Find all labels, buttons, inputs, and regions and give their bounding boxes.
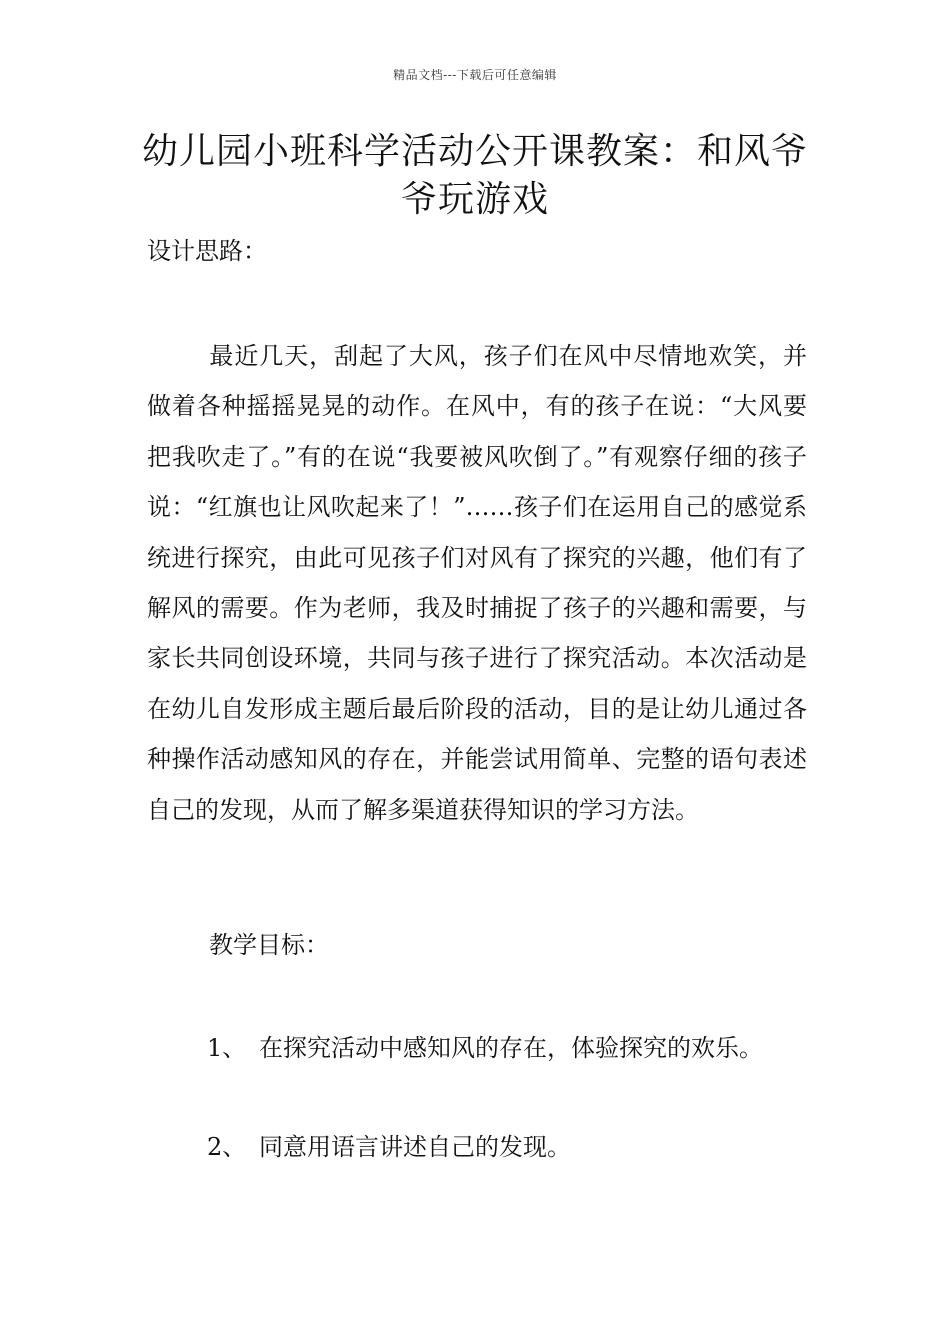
goal-item xyxy=(207,1030,763,1066)
goal-number: 2、 xyxy=(207,1133,247,1161)
goal-text: 同意用语言讲述自己的发现。 xyxy=(259,1133,571,1161)
header-note: 精品文档---下载后可任意编辑 xyxy=(393,68,557,82)
design-section-label: 设计思路： xyxy=(147,237,267,265)
goal-text: 在探究活动中感知风的存在，体验探究的欢乐。 xyxy=(259,1034,763,1062)
goal-item xyxy=(207,1129,571,1165)
design-paragraph: 最近几天，刮起了大风，孩子们在风中尽情地欢笑，并做着各种摇摇晃晃的动作。在风中，有的孩子在说：“大风要把我吹走了。”有的在说“我要被风吹倒了。”有观察仔细的孩子说：“红旗也让风吹起来了！”……孩子们在运用自己的感觉系统进行探究，由此可见孩子们对风有了探究的兴趣，他们有了解风的需要。作为老师，我及时捕捉了孩子的兴趣和需要，与家长共同创设环境，共同与孩子进行了探究活动。本次活动是在幼儿自发形成主题后最后阶段的活动，目的是让幼儿通过各种操作活动感知风的存在，并能尝试用简单、完整的语句表述自己的发现，从而了解多渠道获得知识的学习方法。 xyxy=(147,342,807,824)
goal-number: 1、 xyxy=(207,1034,247,1062)
document-title: 幼儿园小班科学活动公开课教案：和风爷爷玩游戏 xyxy=(141,131,808,220)
goals-heading: 教学目标： xyxy=(209,931,329,959)
